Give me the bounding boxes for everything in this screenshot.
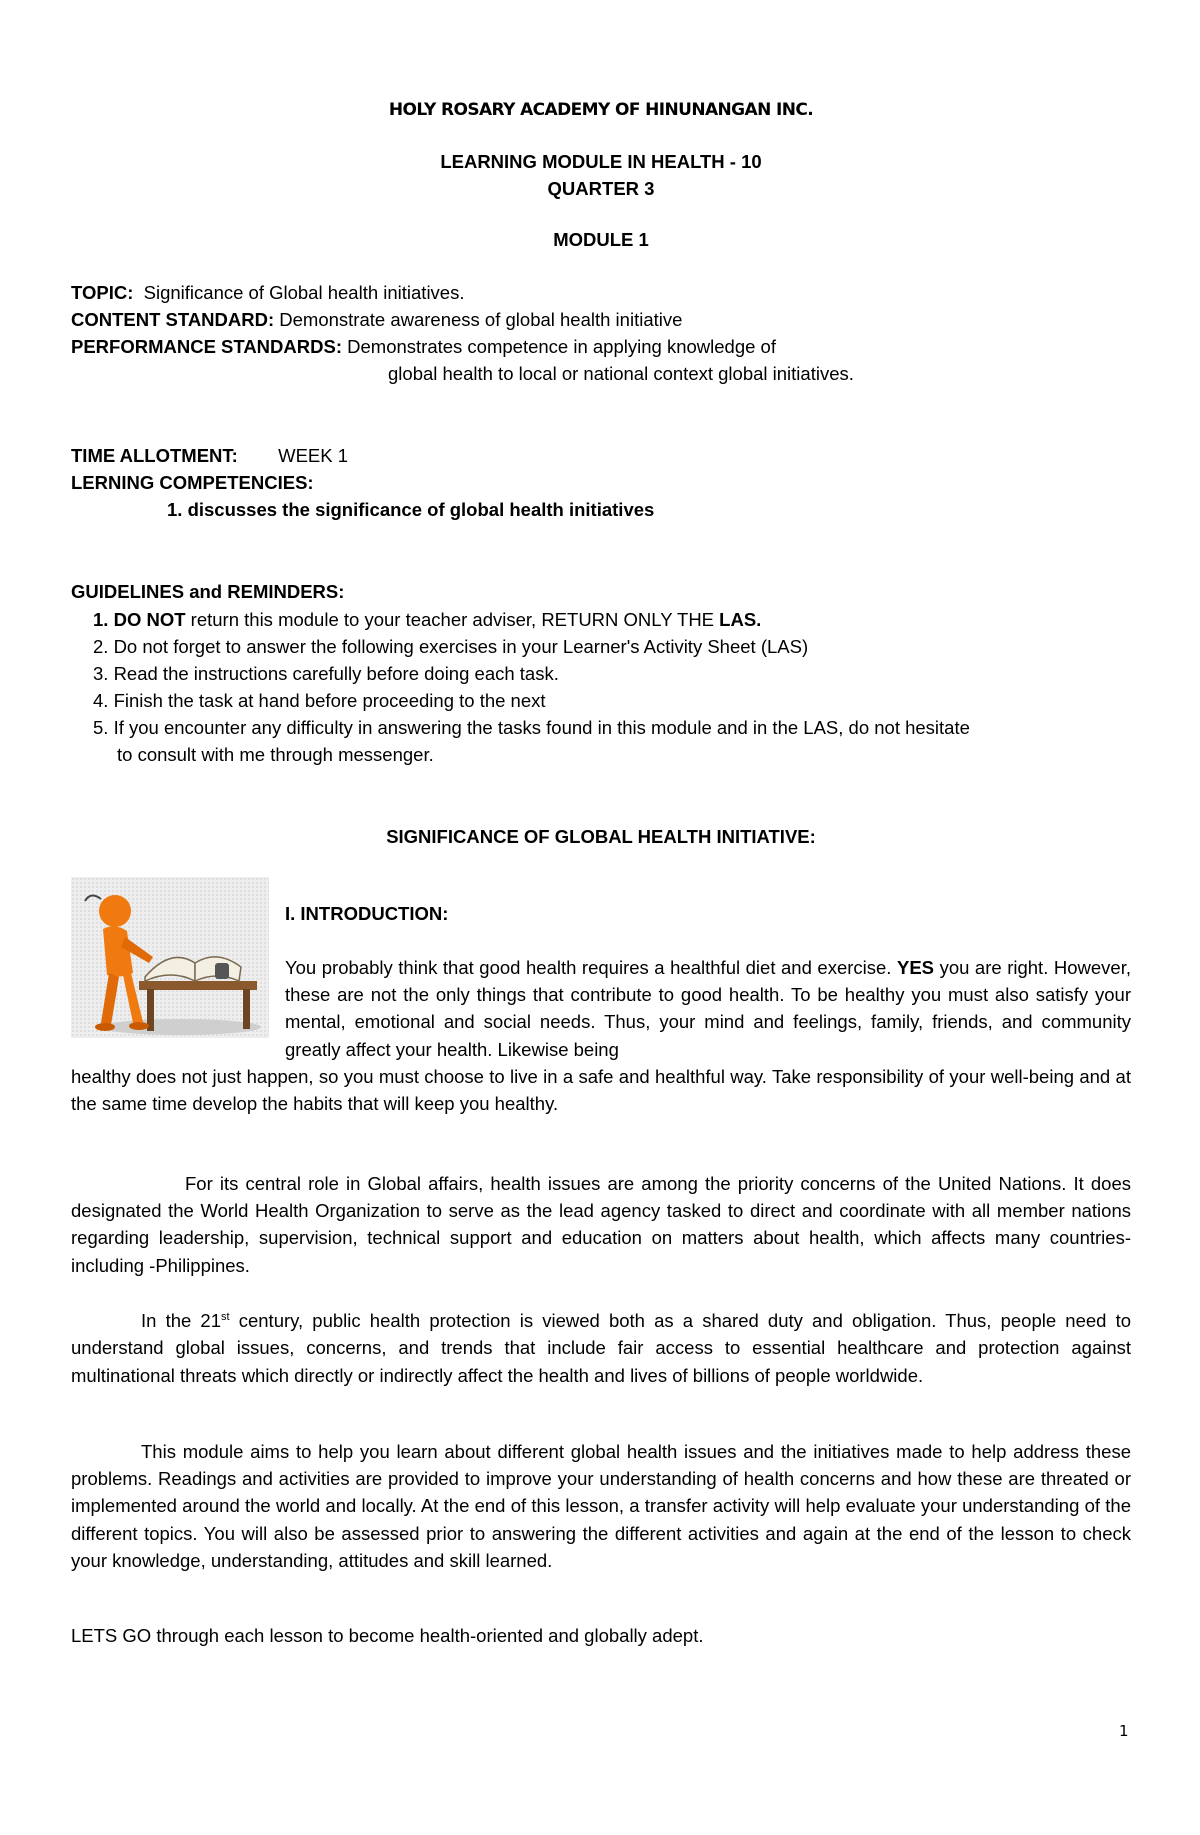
school-name: HOLY ROSARY ACADEMY OF HINUNANGAN INC. [388, 100, 814, 120]
guideline-item-5 [93, 714, 1133, 768]
guideline-1-emphasis: DO NOT [113, 609, 186, 630]
topic-value: Significance of Global health initiatives. [143, 282, 465, 303]
content-standard-line [71, 309, 682, 331]
time-allotment-value: WEEK 1 [278, 445, 349, 466]
paragraph-3 [71, 1304, 1131, 1389]
paragraph-4: This module aims to help you learn about different global health issues and the initiatives made to help address these problems. Readings and activities are provided to improve your understanding of health concerns and how these are threated or implemented around the world and locally. At the end of this lesson, a transfer activity will help evaluate your understanding of the different topics. You will also be assessed prior to answering the different activities and again at the end of the lesson to check your knowledge, understanding, attitudes and skill learned. [71, 1441, 1131, 1571]
competencies-label: LERNING COMPETENCIES: [71, 472, 314, 493]
intro-paragraph-part-1 [285, 954, 1131, 1063]
p3-b: century, public health protection is viewed both as a shared duty and obligation. Thus, people need to understand global issues, concerns, and trends that include fair access to essential healthcare and protection against multinational threats which directly or indirectly affect the health and lives of billions of people worldwide. [71, 1310, 1132, 1386]
guideline-5-text: 5. If you encounter any difficulty in answering the tasks found in this module and in the LAS, do not hesitate [93, 717, 970, 738]
guideline-1-end: LAS. [719, 609, 762, 630]
topic-line [71, 282, 465, 304]
paragraph-2: For its central role in Global affairs, health issues are among the priority concerns of the United Nations. It does designated the World Health Organization to serve as the lead agency tasked to direct and coordinate with all member nations regarding leadership, supervision, technical support and education on matters about health, which affects many countries- including -Philippines. [71, 1173, 1131, 1276]
guideline-1-text: return this module to your teacher adviser, RETURN ONLY THE [190, 609, 715, 630]
performance-standard-value-1: Demonstrates competence in applying knowledge of [347, 336, 776, 357]
quarter-label: QUARTER 3 [547, 178, 655, 199]
guideline-item-3: 3. Read the instructions carefully before doing each task. [93, 663, 559, 684]
introduction-heading [285, 900, 1131, 927]
intro-p1-emphasis: YES [896, 957, 935, 978]
module-number: MODULE 1 [553, 229, 649, 250]
guidelines-title: GUIDELINES and REMINDERS: [71, 581, 345, 602]
time-allotment-label: TIME ALLOTMENT: [71, 445, 238, 466]
person-reading-icon [71, 877, 269, 1038]
intro-p1-b: you are right. However, these are not the only things that contribute to good health. To be healthy you must also satisfy your mental, emotional and social needs. Thus, your mind and feelings, family, friends, and community greatly affect your health. Likewise being [285, 957, 1131, 1060]
p3-a: In the 21 [141, 1310, 222, 1332]
time-allotment-line [71, 445, 348, 467]
performance-standard-label: PERFORMANCE STANDARDS: [71, 336, 342, 357]
content-standard-value: Demonstrate awareness of global health initiative [279, 309, 683, 330]
guideline-item-2: 2. Do not forget to answer the following exercises in your Learner's Activity Sheet (LAS) [93, 636, 809, 657]
guidelines-list [93, 606, 1133, 768]
guideline-item-4: 4. Finish the task at hand before proceeding to the next [93, 690, 546, 711]
intro-p1-a: You probably think that good health requires a healthful diet and exercise. [285, 957, 892, 978]
page-number: 1 [1119, 1722, 1129, 1740]
section-title: SIGNIFICANCE OF GLOBAL HEALTH INITIATIVE: [386, 826, 816, 847]
performance-standard-line [71, 336, 776, 358]
guideline-item-1 [93, 606, 1133, 633]
module-title: LEARNING MODULE IN HEALTH - 10 [440, 151, 762, 172]
closing-line: LETS GO through each lesson to become health-oriented and globally adept. [71, 1625, 704, 1646]
topic-label: TOPIC: [71, 282, 134, 303]
competency-item-1: 1. discusses the significance of global health initiatives [167, 499, 655, 520]
content-standard-label: CONTENT STANDARD: [71, 309, 275, 330]
p3-superscript: st [221, 1311, 230, 1323]
guideline-5-continuation: to consult with me through messenger. [117, 744, 434, 765]
guideline-1-number: 1. [93, 609, 109, 630]
introduction-title: I. INTRODUCTION: [285, 903, 449, 924]
performance-standard-value-2: global health to local or national context global initiatives. [388, 363, 854, 384]
reading-figure-clipart [71, 877, 269, 1038]
intro-paragraph-part-2: healthy does not just happen, so you must choose to live in a safe and healthful way. Take responsibility of your well-being and at the same time develop the habits that will keep you healthy. [71, 1066, 1131, 1115]
